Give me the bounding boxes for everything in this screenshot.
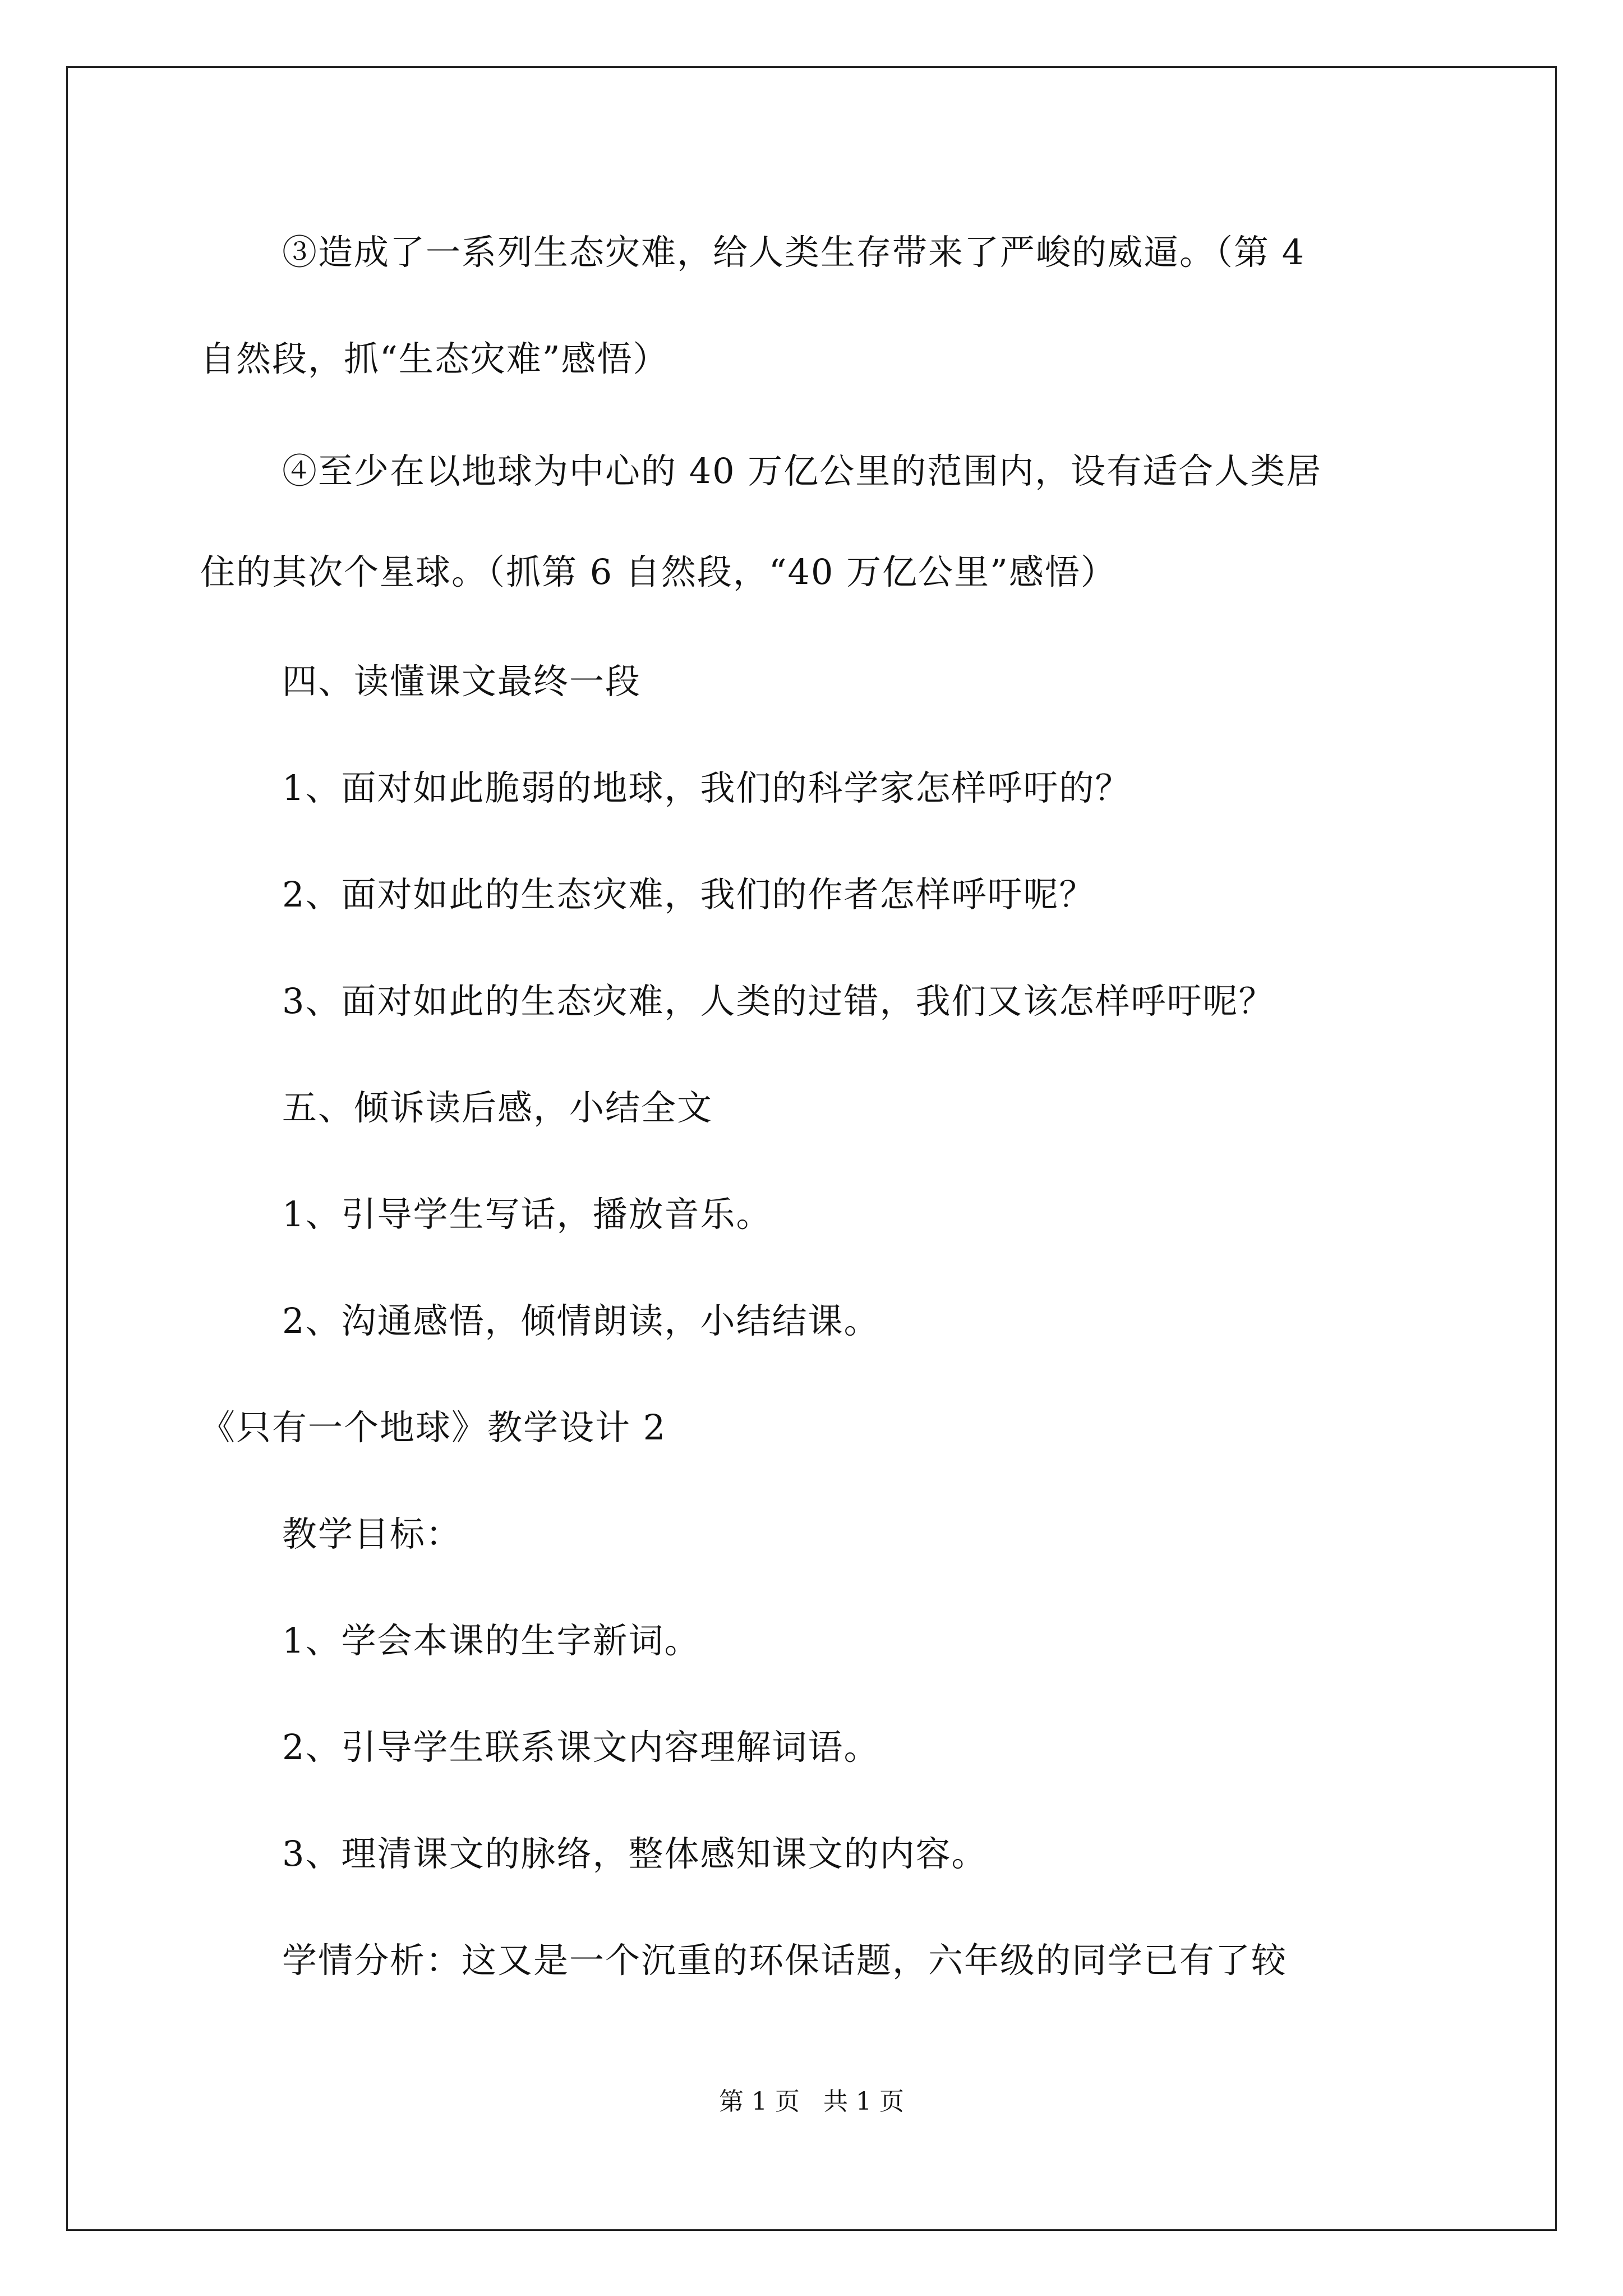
paragraph-line: 1、学会本课的生字新词。 xyxy=(282,1620,700,1661)
page-footer: 第 1 页 共 1 页 xyxy=(719,2087,904,2116)
paragraph-line: 3、面对如此的生态灾难，人类的过错，我们又该怎样呼吁呢？ xyxy=(282,981,1275,1022)
paragraph-line: 1、引导学生写话，播放音乐。 xyxy=(282,1194,772,1235)
paragraph-line: 2、沟通感悟，倾情朗读，小结结课。 xyxy=(282,1300,880,1341)
paragraph-line: 1、面对如此脆弱的地球，我们的科学家怎样呼吁的？ xyxy=(282,767,1131,808)
paragraph-line: 2、引导学生联系课文内容理解词语。 xyxy=(282,1727,880,1768)
paragraph-line: 2、面对如此的生态灾难，我们的作者怎样呼吁呢？ xyxy=(282,874,1095,915)
section-heading: 四、读懂课文最终一段 xyxy=(282,661,642,702)
paragraph-line: 3、理清课文的脉络，整体感知课文的内容。 xyxy=(282,1833,988,1874)
paragraph-line: 自然段，抓“生态灾难”感悟） xyxy=(200,338,669,379)
paragraph-line: 住的其次个星球。（抓第 6 自然段，“40 万亿公里”感悟） xyxy=(200,551,1117,592)
paragraph-line: ③造成了一系列生态灾难，给人类生存带来了严峻的威逼。（第 4 xyxy=(282,232,1306,273)
document-title: 《只有一个地球》教学设计 2 xyxy=(200,1407,667,1448)
section-heading: 五、倾诉读后感，小结全文 xyxy=(282,1087,713,1128)
section-heading: 教学目标： xyxy=(282,1513,462,1554)
page-border xyxy=(66,66,1557,2231)
paragraph-line: ④至少在以地球为中心的 40 万亿公里的范围内，设有适合人类居 xyxy=(282,450,1322,491)
paragraph-line: 学情分析：这又是一个沉重的环保话题，六年级的同学已有了较 xyxy=(282,1940,1288,1981)
